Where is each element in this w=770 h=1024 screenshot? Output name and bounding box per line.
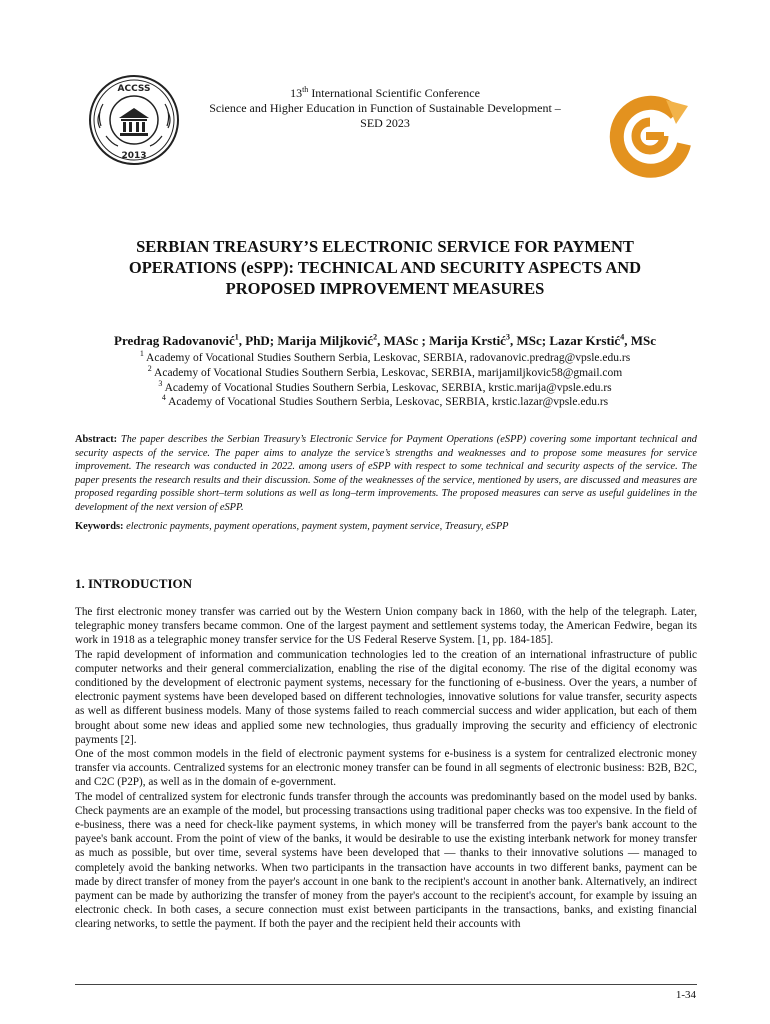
author-degree: , MSc	[624, 333, 656, 348]
affiliation-item	[80, 363, 690, 381]
conference-header	[190, 86, 580, 131]
footer-divider	[75, 984, 697, 985]
author-degree: , PhD;	[238, 333, 278, 348]
author-name: Lazar Krstić	[549, 333, 621, 348]
abstract-text: The paper describes the Serbian Treasury’s Electronic Service for Payment Operations (eSPP) covering some important technical and security aspects of the service. The paper aims to analyze the service’s strengths and weaknesses and to propose some measures for service improvement. The research was conducted in 2022. among users of eSPP with respect to some technical and security aspects of the service. The paper presents the research results and their discussion. Some of the weaknesses of the service, mentioned by users, are discussed and measures are proposed regarding possible short–term solutions as well as long–term improvements. The proposed measures can serve as useful guidelines in the development of the next version of eSPP.	[75, 434, 697, 513]
conference-edition-suffix: th	[302, 85, 309, 94]
paragraph: The first electronic money transfer was carried out by the Western Union company back in 1860, with the help of the telegraph. Later, telegraphic money transfers became common. One of the largest payment and settlement systems today, the American Fedwire, began its work in 1918 as a telegraphic money transfer service for the US Federal Reserve System. [1, pp. 184-185].	[75, 606, 697, 647]
conference-line-3: SED 2023	[360, 116, 410, 130]
author-sup: 1	[234, 332, 239, 342]
affiliation-sup: 1	[139, 349, 144, 359]
title-line-3: PROPOSED IMPROVEMENT MEASURES	[225, 279, 545, 298]
paragraph: One of the most common models in the field of electronic payment systems for e-business is a system for centralized electronic money transfer via accounts. Centralized systems for an electronic money transfer can be found in all segments of electronic business: B2B, B2C, and C2C (P2P), as well as in the domain of e-government.	[75, 748, 697, 789]
section-heading: 1. INTRODUCTION	[75, 576, 193, 591]
affiliation-item	[80, 395, 690, 410]
author-sup: 3	[505, 332, 510, 342]
author-list	[80, 333, 690, 349]
keywords-text: electronic payments, payment operations, payment system, payment service, Treasury, eSPP	[126, 521, 509, 532]
circular-arrow-logo	[606, 92, 694, 180]
abstract	[75, 433, 697, 515]
author-sup: 2	[373, 332, 378, 342]
paragraph: The model of centralized system for electronic funds transfer through the accounts was predominantly based on the model used by banks. Check payments are an example of the model, but processing transactions using traditional paper checks was too expensive. In the field of e-business, there was a need for check-like payment systems, in which money will be transferred from the payer's bank account to the payee's bank account. From the point of view of the banks, it would be desirable to use the existing interbank network for money transfer as much as possible, but over time, several systems have been developed that — thanks to their innovative solutions — managed to completely avoid the banking networks. When two participants in the transaction have accounts in two different banks, payment can be made by direct transfer of money from the payer's account in one bank to the recipient's account in another bank. Alternatively, an indirect payment can be made by authorizing the transfer of money from the payer's account to the recipient's account, for example by issuing an electronic check. In both cases, a secure connection must exist between participants in the transactions, banks, and existing financial clearing networks, to settle the payment. If both the payer and the recipient held their accounts with	[75, 790, 697, 931]
affiliation-list	[80, 351, 690, 410]
seal-icon	[86, 72, 182, 168]
author-name: Marija Krstić	[429, 333, 506, 348]
author-name: Marija Miljković	[277, 333, 374, 348]
seal-bottom-text: 2013	[121, 151, 147, 161]
affiliation-text: Academy of Vocational Studies Southern Serbia, Leskovac, SERBIA, krstic.lazar@vpsle.edu.rs	[165, 396, 609, 409]
affiliation-text: Academy of Vocational Studies Southern Serbia, Leskovac, SERBIA, marijamiljkovic58@gmail.com	[151, 366, 623, 379]
paragraph: The rapid development of information and communication technologies led to the creation of an international infrastructure of public computer networks and their general commercialization, enabling the rise of the digital economy. The rise of the digital economy was conditioned by the development of electronic payment systems, necessary for the functioning of e-business. Over the years, a number of electronic payment systems have been developed based on different technologies, innovative solutions for value transfer, security aspects as well as different business models. Many of those systems failed to reach commercial success and wider application, but each of them brought about some new ideas and applied some new technologies, thus gradually improving the security and efficiency of electronic payments [2].	[75, 648, 697, 746]
affiliation-text: Academy of Vocational Studies Southern Serbia, Leskovac, SERBIA, radovanovic.predrag@vpsle.edu.rs	[143, 352, 631, 364]
author-sup: 4	[620, 332, 625, 342]
keywords-label: Keywords:	[75, 521, 124, 532]
keywords	[75, 520, 697, 534]
affiliation-sup: 4	[161, 393, 166, 403]
body-text	[75, 605, 697, 932]
affiliation-text: Academy of Vocational Studies Southern Serbia, Leskovac, SERBIA, krstic.marija@vpsle.edu.rs	[162, 381, 612, 394]
conference-line-2: Science and Higher Education in Function of Sustainable Development –	[209, 101, 561, 115]
author-name: Predrag Radovanović	[114, 333, 235, 348]
refresh-arrow-icon	[606, 92, 694, 180]
paper-title	[80, 236, 690, 299]
title-line-1: SERBIAN TREASURY’S ELECTRONIC SERVICE FOR PAYMENT	[136, 237, 634, 256]
seal-top-text: ACCSS	[117, 84, 151, 94]
title-line-2: OPERATIONS (eSPP): TECHNICAL AND SECURITY ASPECTS AND	[128, 258, 642, 277]
affiliation-sup: 2	[147, 363, 152, 373]
affiliation-item	[80, 351, 690, 366]
author-degree: , MSc;	[509, 333, 550, 348]
conference-seal-logo	[86, 72, 182, 168]
page-number: 1-34	[675, 989, 696, 1001]
abstract-label: Abstract:	[75, 434, 118, 445]
conference-line-1	[190, 86, 580, 101]
affiliation-item	[80, 378, 690, 396]
conference-name: International Scientific Conference	[308, 86, 480, 100]
conference-edition: 13	[290, 86, 303, 100]
author-degree: , MASc ;	[377, 333, 430, 348]
affiliation-sup: 3	[158, 378, 163, 388]
